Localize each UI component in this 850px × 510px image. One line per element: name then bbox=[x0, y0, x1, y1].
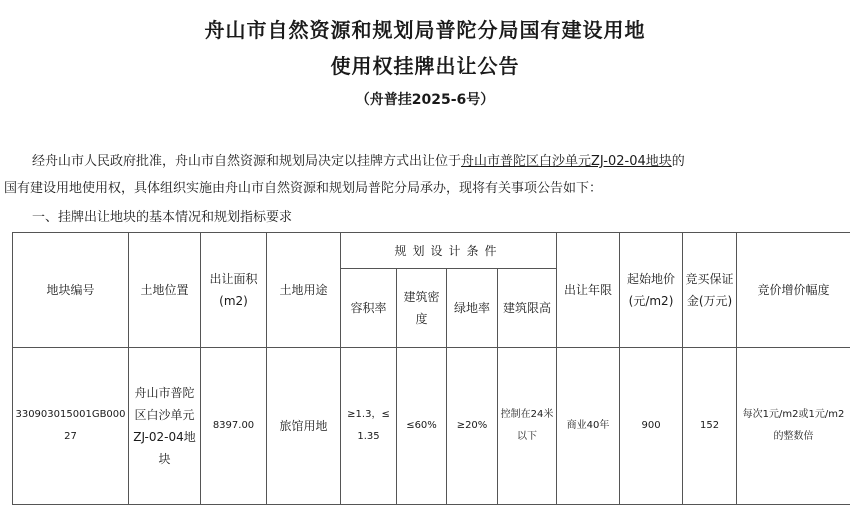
cell-deposit: 152 bbox=[683, 348, 737, 505]
cell-start-price: 900 bbox=[620, 348, 683, 505]
header-plot-no: 地块编号 bbox=[13, 233, 129, 348]
intro-paragraph bbox=[4, 150, 846, 169]
header-increment: 竞价增价幅度 bbox=[737, 233, 850, 348]
plot-info-table bbox=[12, 232, 850, 505]
header-green-ratio: 绿地率 bbox=[447, 269, 498, 348]
header-area: 出让面积(m2) bbox=[201, 233, 267, 348]
cell-green-ratio: ≥20% bbox=[447, 348, 498, 505]
cell-term: 商业40年 bbox=[557, 348, 620, 505]
cell-land-use: 旅馆用地 bbox=[267, 348, 341, 505]
header-term: 出让年限 bbox=[557, 233, 620, 348]
header-land-use: 土地用途 bbox=[267, 233, 341, 348]
header-height-limit: 建筑限高 bbox=[498, 269, 557, 348]
announcement-title-line1: 舟山市自然资源和规划局普陀分局国有建设用地 bbox=[204, 18, 646, 42]
header-start-price: 起始地价(元/m2) bbox=[620, 233, 683, 348]
section-heading: 一、挂牌出让地块的基本情况和规划指标要求 bbox=[32, 210, 293, 225]
cell-height-limit: 控制在24米以下 bbox=[498, 348, 557, 505]
cell-area: 8397.00 bbox=[201, 348, 267, 505]
header-deposit: 竞买保证金(万元) bbox=[683, 233, 737, 348]
header-location: 土地位置 bbox=[129, 233, 201, 348]
cell-location: 舟山市普陀区白沙单元ZJ-02-04地块 bbox=[129, 348, 201, 505]
plot-location-link: 舟山市普陀区白沙单元ZJ-02-04地块 bbox=[461, 154, 672, 169]
header-far: 容积率 bbox=[341, 269, 397, 348]
intro-text: 经舟山市人民政府批准，舟山市自然资源和规划局决定以挂牌方式出让位于 bbox=[32, 154, 462, 169]
document-number: （舟普挂2025-6号） bbox=[355, 92, 495, 108]
cell-increment: 每次1元/m2或1元/m2的整数倍 bbox=[737, 348, 850, 505]
header-planning-conditions: 规划设计条件 bbox=[341, 233, 557, 269]
intro-text-end: 的 bbox=[671, 154, 685, 169]
cell-density: ≤60% bbox=[397, 348, 447, 505]
cell-plot-no: 330903015001GB00027 bbox=[13, 348, 129, 505]
intro-paragraph-continued: 国有建设用地使用权，具体组织实施由舟山市自然资源和规划局普陀分局承办，现将有关事项公告如下： bbox=[4, 181, 603, 196]
cell-far: ≥1.3，≤1.35 bbox=[341, 348, 397, 505]
announcement-title-line2: 使用权挂牌出让公告 bbox=[330, 54, 520, 78]
header-density: 建筑密度 bbox=[397, 269, 447, 348]
